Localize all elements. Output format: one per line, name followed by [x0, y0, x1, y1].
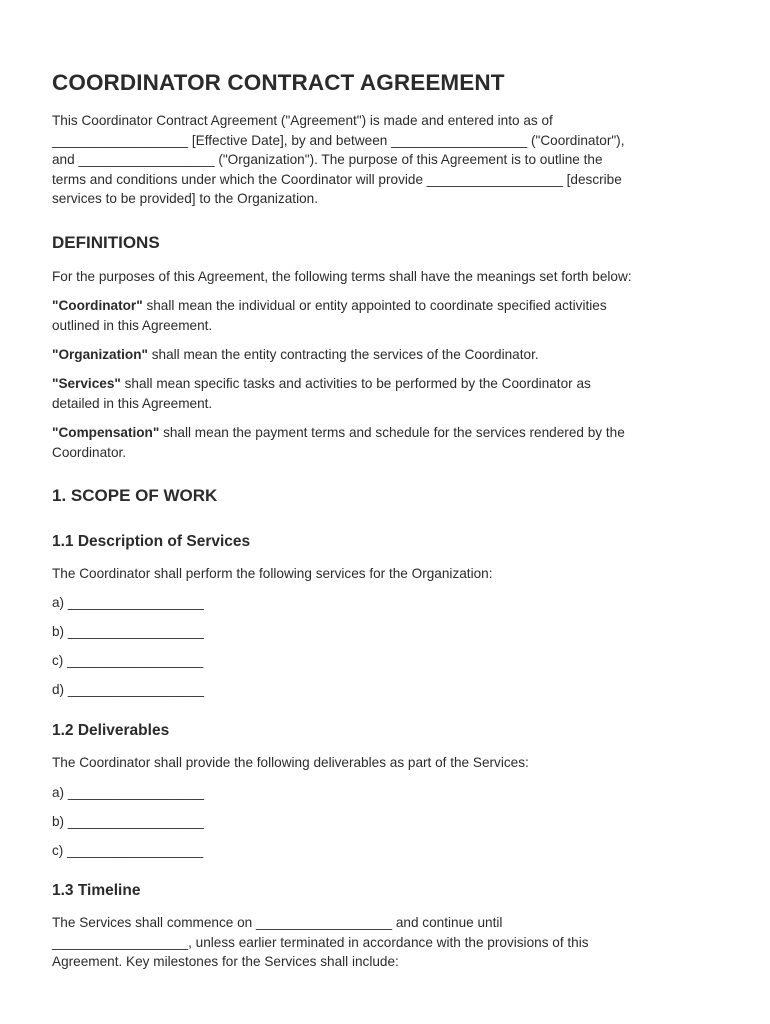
document-title: COORDINATOR CONTRACT AGREEMENT: [52, 70, 505, 95]
definition-text: shall mean the individual or entity appointed to coordinate specified activities: [142, 298, 607, 313]
service-item: b) __________________: [52, 624, 204, 639]
intro-line: services to be provided] to the Organization.: [52, 191, 318, 206]
definition-compensation: [52, 423, 718, 462]
definition-text: Coordinator.: [52, 444, 127, 460]
definition-term: "Compensation": [52, 425, 160, 440]
definition-text: outlined in this Agreement.: [52, 317, 213, 333]
definitions-lead: [52, 267, 718, 287]
timeline-line: __________________, unless earlier terminated in accordance with the provisions of this: [52, 934, 589, 950]
deliverables-heading: 1.2 Deliverables: [52, 722, 170, 739]
scope-heading: 1. SCOPE OF WORK: [52, 486, 218, 505]
definition-organization: [52, 345, 718, 365]
service-item: c) __________________: [52, 653, 204, 668]
definition-term: "Services": [52, 376, 121, 391]
deliverable-item: c) __________________: [52, 843, 204, 858]
description-heading: 1.1 Description of Services: [52, 533, 251, 550]
service-item: d) __________________: [52, 682, 204, 697]
timeline-heading: 1.3 Timeline: [52, 882, 141, 899]
intro-line: This Coordinator Contract Agreement ("Agreement") is made and entered into as of: [52, 113, 553, 128]
description-text: The Coordinator shall perform the following services for the Organization:: [52, 566, 493, 581]
intro-line: and __________________ ("Organization"). The purpose of this Agreement is to outline the: [52, 152, 603, 167]
deliverable-item: a) __________________: [52, 785, 204, 800]
definitions-lead-text: For the purposes of this Agreement, the following terms shall have the meanings set forth below:: [52, 269, 632, 284]
deliverable-item: b) __________________: [52, 814, 204, 829]
intro-line: __________________ [Effective Date], by and between __________________ ("Coordinator"),: [52, 132, 625, 148]
definition-text: detailed in this Agreement.: [52, 395, 213, 411]
definition-coordinator: [52, 296, 718, 335]
timeline-line: Agreement. Key milestones for the Services shall include:: [52, 954, 399, 969]
definition-services: [52, 374, 718, 413]
intro-line: terms and conditions under which the Coordinator will provide __________________ [describe: [52, 171, 622, 187]
timeline-line: The Services shall commence on __________________ and continue until: [52, 915, 503, 930]
definition-term: "Coordinator": [52, 298, 143, 313]
definition-text: shall mean the payment terms and schedule for the services rendered by the: [159, 425, 625, 440]
definitions-heading: DEFINITIONS: [52, 233, 160, 252]
service-item: a) __________________: [52, 595, 204, 610]
timeline-paragraph: [52, 913, 718, 972]
intro-paragraph: [52, 111, 718, 209]
definition-term: "Organization": [52, 347, 148, 362]
definition-text: shall mean the entity contracting the services of the Coordinator.: [147, 347, 539, 362]
deliverables-text: The Coordinator shall provide the following deliverables as part of the Services:: [52, 755, 529, 770]
definition-text: shall mean specific tasks and activities to be performed by the Coordinator as: [120, 376, 591, 391]
